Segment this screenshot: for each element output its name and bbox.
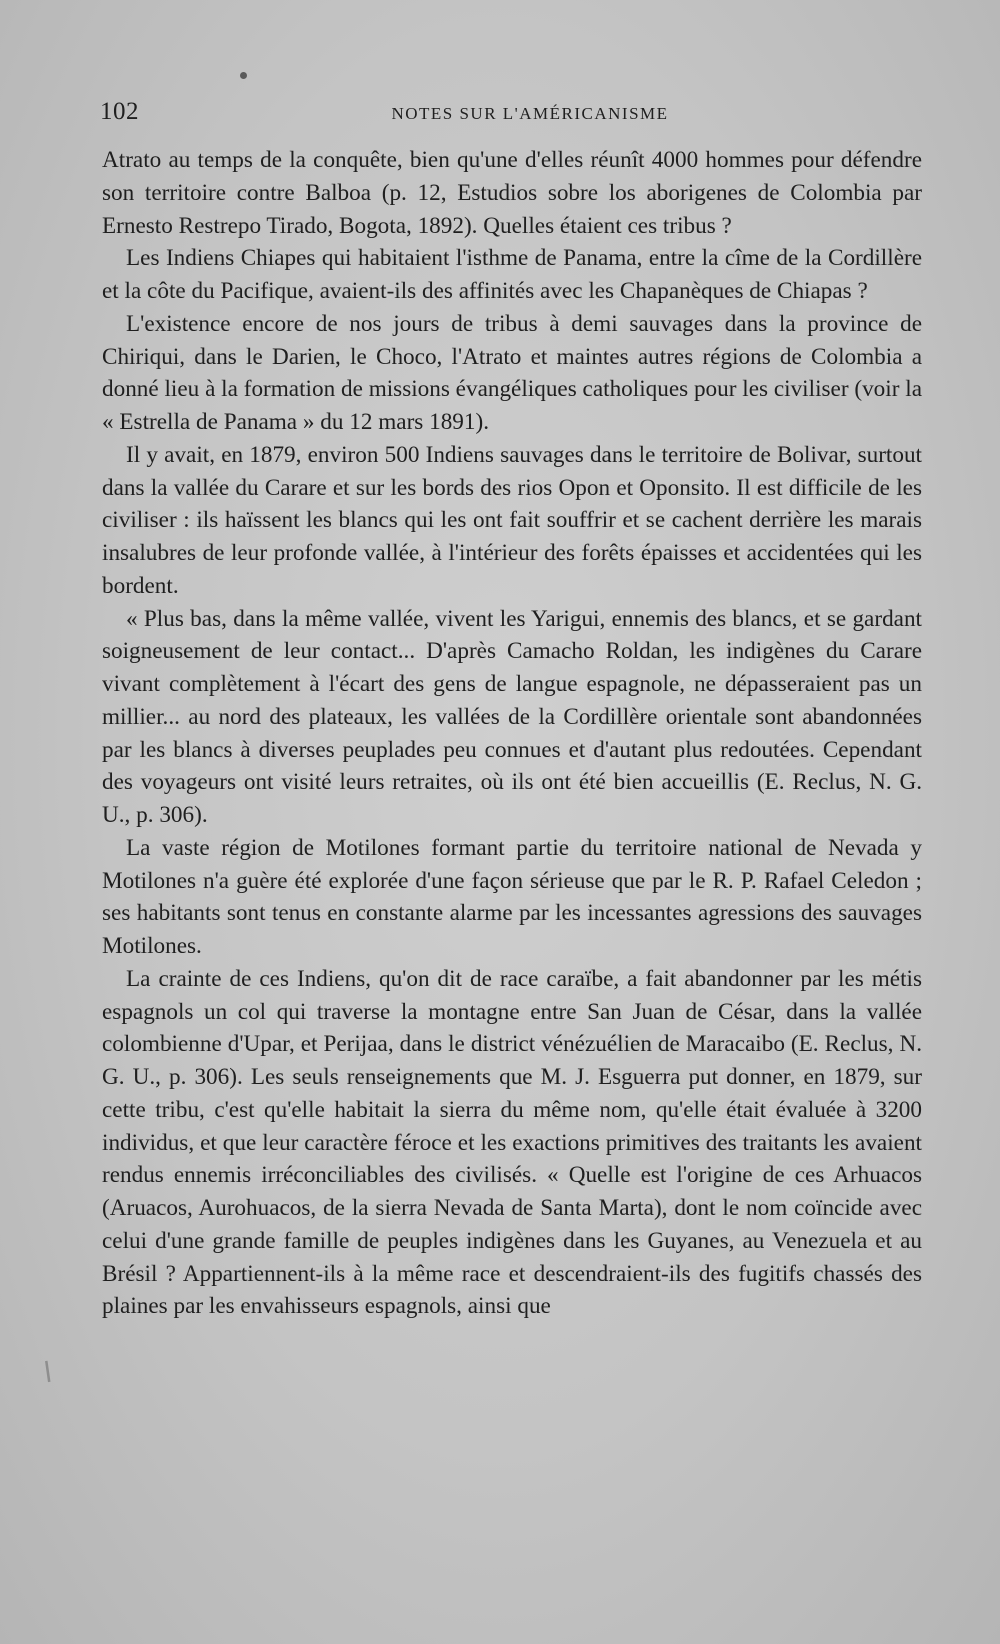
body-text [102,144,922,1323]
paragraph-1: Atrato au temps de la conquête, bien qu'une d'elles réunît 4000 hommes pour défendre son territoire contre Balboa (p. 12, Estudios sobre los aborigenes de Colombia par Ernesto Restrepo Tirado, Bogota, 1892). Quelles étaient ces tribus ? [102,147,922,239]
running-title: NOTES SUR L'AMÉRICANISME [391,104,669,123]
ink-speck [240,72,247,79]
paragraph-2: Les Indiens Chiapes qui habitaient l'isthme de Panama, entre la cîme de la Cordillère et la côte du Pacifique, avaient-ils des affinités avec les Chapanèques de Chiapas ? [102,245,922,304]
margin-pencil-mark: l [41,1355,55,1390]
paragraph-4: Il y avait, en 1879, environ 500 Indiens sauvages dans le territoire de Bolivar, surtout dans la vallée du Carare et sur les bords des rios Opon et Oponsito. Il est difficile de les civiliser : ils haïssent les blancs qui les ont fait souffrir et se cachent derrière les marais insalubres de leur profonde vallée, à l'intérieur des forêts épaisses et accidentées qui les bordent. [102,441,922,599]
paragraph-3: L'existence encore de nos jours de tribus à demi sauvages dans la province de Chiriqui, dans le Darien, le Choco, l'Atrato et maintes autres régions de Colombia a donné lieu à la formation de missions évangéliques catholiques pour les civiliser (voir la « Estrella de Panama » du 12 mars 1891). [102,310,922,435]
page-header [100,98,920,134]
page-number: 102 [100,98,139,125]
paragraph-7: La crainte de ces Indiens, qu'on dit de race caraïbe, a fait abandonner par les métis espagnols un col qui traverse la montagne entre San Juan de César, dans la vallée colombienne d'Upar, et Perijaa, dans le district vénézuélien de Maracaibo (E. Reclus, N. G. U., p. 306). Les seuls renseignements que M. J. Esguerra put donner, en 1879, sur cette tribu, c'est qu'elle habitait la sierra du même nom, qu'elle était évaluée à 3200 individus, et que leur caractère féroce et les exactions primitives des traitants les avaient rendus ennemis irréconciliables des civilisés. « Quelle est l'origine de ces Arhuacos (Aruacos, Aurohuacos, de la sierra Nevada de Santa Marta), dont le nom coïncide avec celui d'une grande famille de peuples indigènes dans les Guyanes, au Venezuela et au Brésil ? Appartiennent-ils à la même race et descendraient-ils des fugitifs chassés des plaines par les envahisseurs espagnols, ainsi que [102,965,922,1320]
paragraph-6: La vaste région de Motilones formant partie du territoire national de Nevada y Motilones n'a guère été explorée d'une façon sérieuse que par le R. P. Rafael Celedon ; ses habitants sont tenus en constante alarme par les incessantes agressions des sauvages Motilones. [102,834,922,959]
paragraph-5: « Plus bas, dans la même vallée, vivent les Yarigui, ennemis des blancs, et se gardant soigneusement de leur contact... D'après Camacho Roldan, les indigènes du Carare vivant complètement à l'écart des gens de langue espagnole, ne dépasseraient pas un millier... au nord des plateaux, les vallées de la Cordillère orientale sont abandonnées par les blancs à diverses peuplades peu connues et d'autant plus redoutées. Cependant des voyageurs ont visité leurs retraites, où ils ont été bien accueillis (E. Reclus, N. G. U., p. 306). [102,605,922,828]
